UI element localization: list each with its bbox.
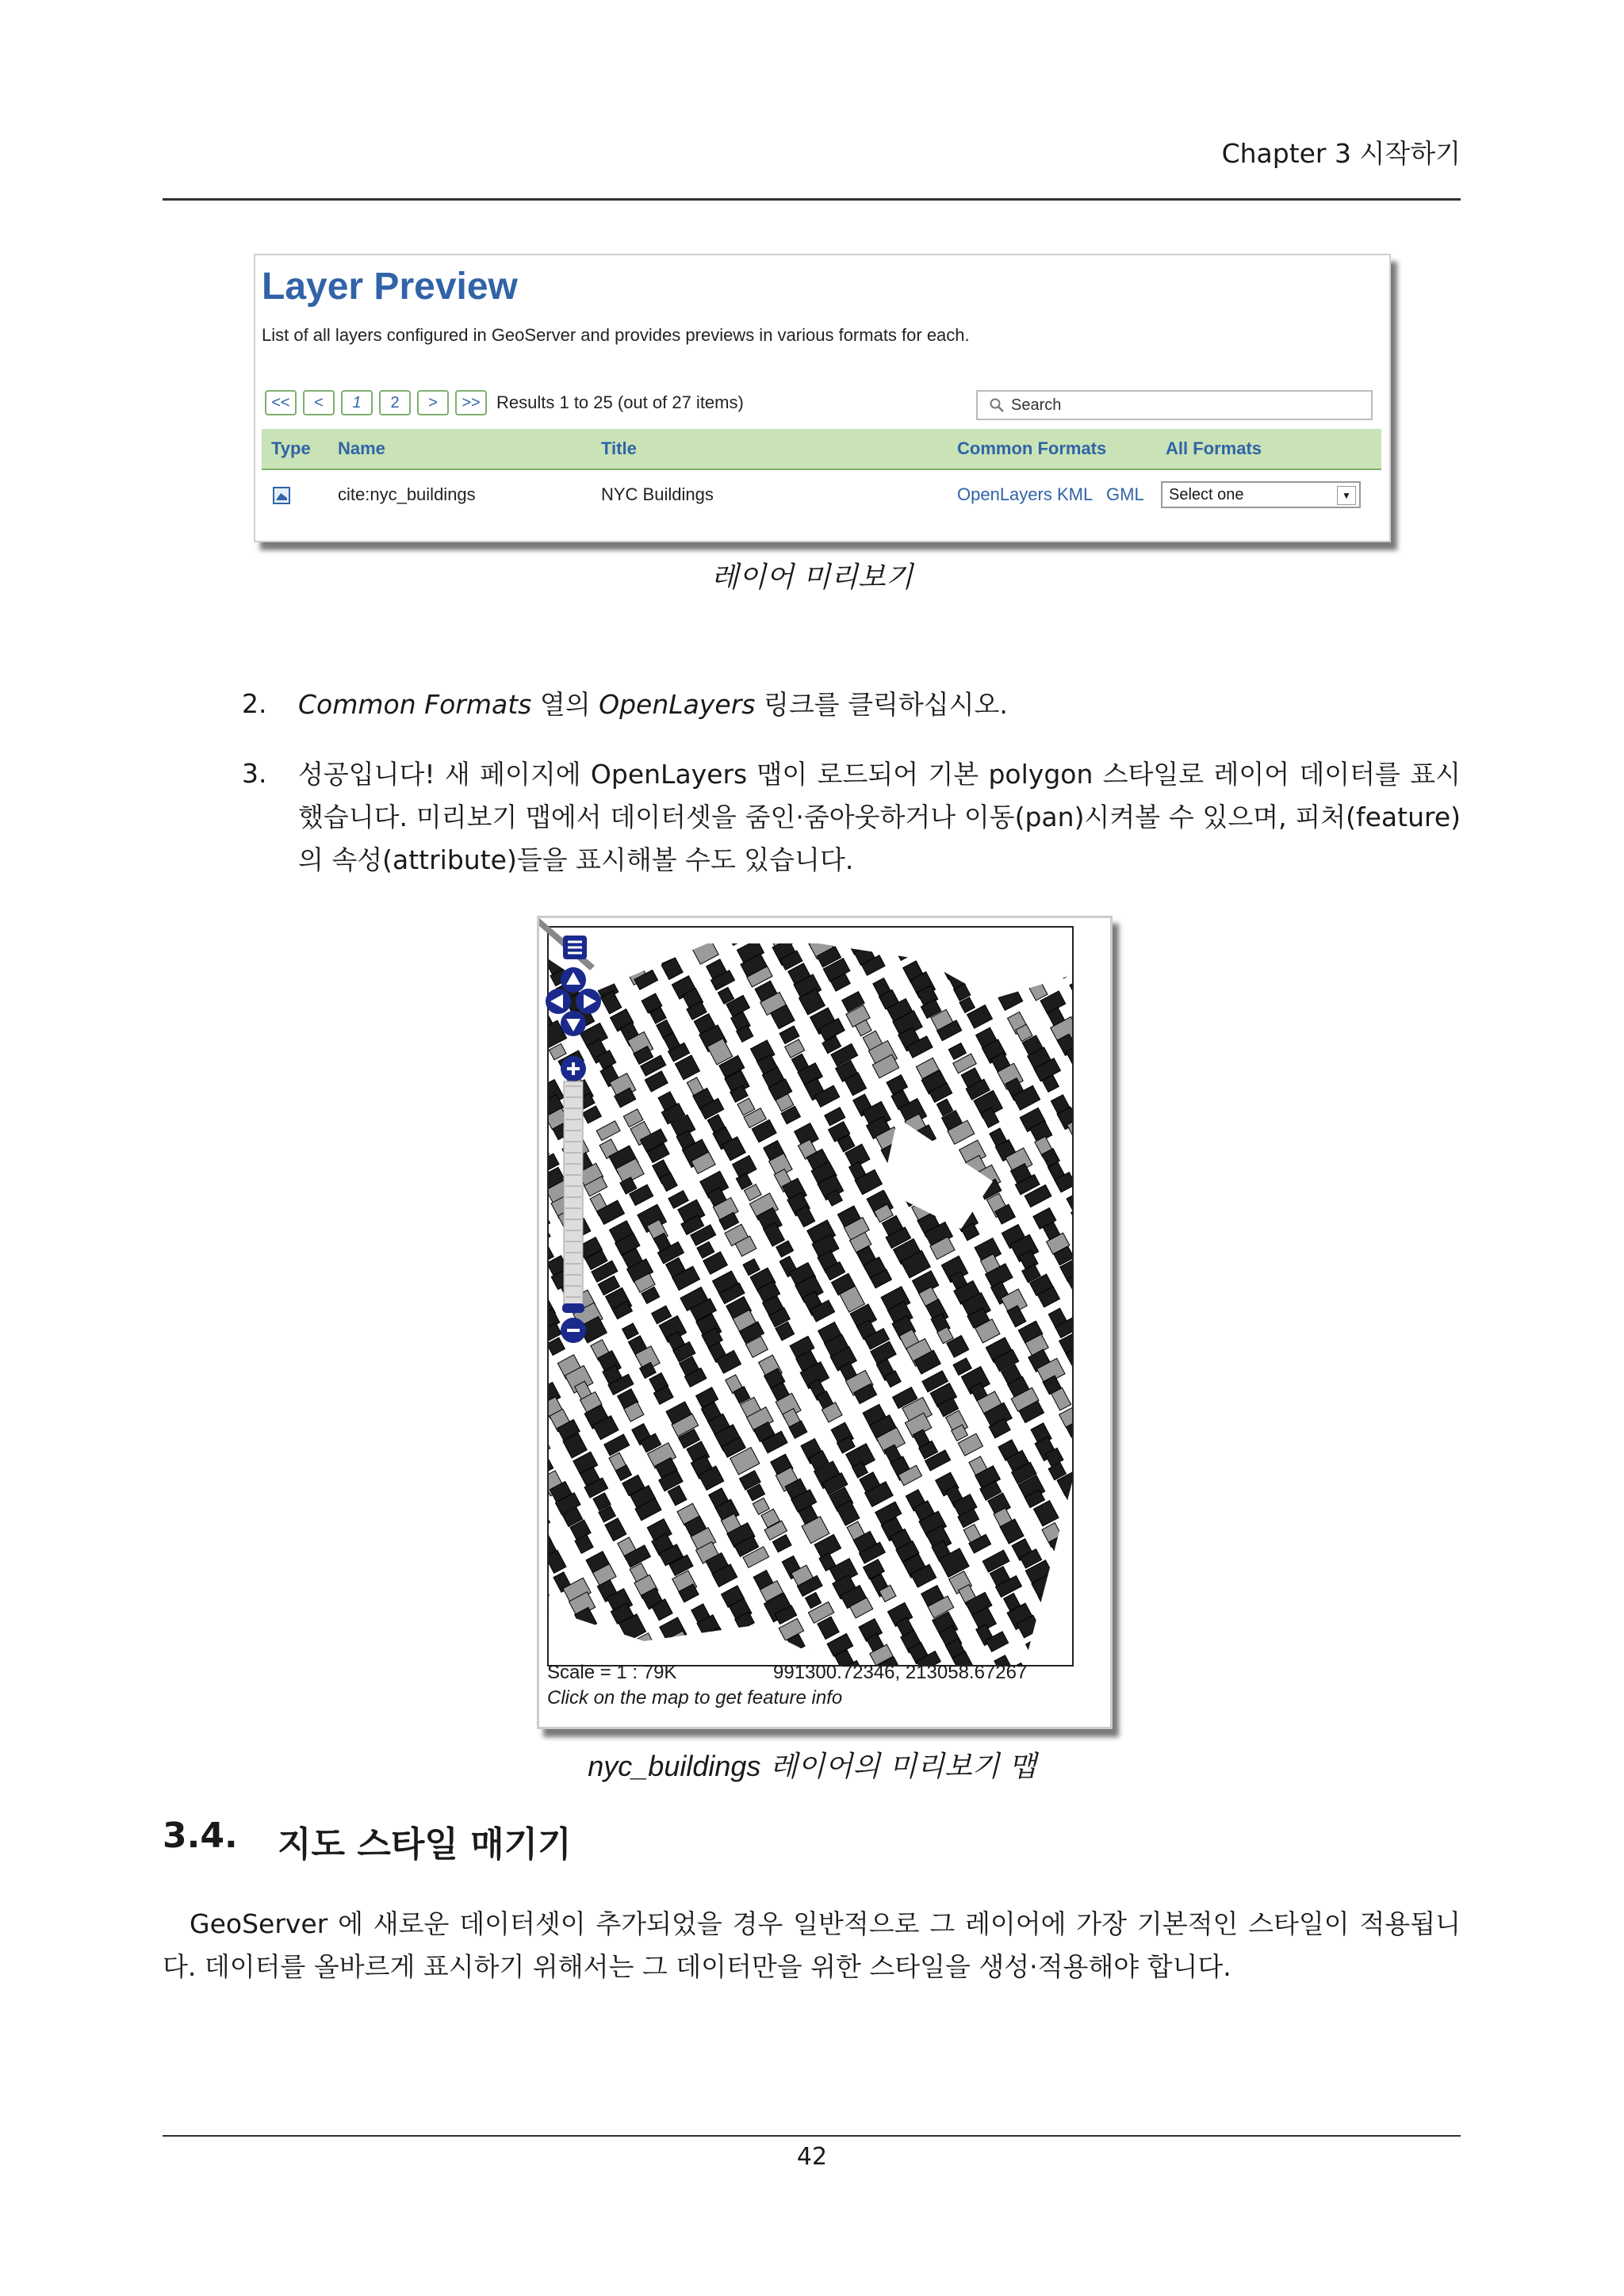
first-page-button[interactable]: << (265, 390, 297, 415)
map-coordinates: 991300.72346, 213058.67267 (773, 1662, 1028, 1683)
building (1070, 979, 1072, 1001)
running-header: Chapter 3 시작하기 (1221, 138, 1461, 169)
open-area (882, 1118, 993, 1229)
search-icon (989, 397, 1005, 413)
results-count: Results 1 to 25 (out of 27 items) (496, 392, 744, 412)
building (549, 1436, 550, 1459)
openlayers-link[interactable]: OpenLayers (957, 484, 1052, 504)
map-scale: Scale = 1 : 79K (547, 1662, 677, 1683)
col-all-formats: All Formats (1166, 438, 1262, 458)
building (668, 1486, 687, 1506)
col-common-formats: Common Formats (957, 438, 1107, 458)
all-formats-select[interactable] (1161, 481, 1361, 508)
step-2-text: Common Formats 열의 OpenLayers 링크를 클릭하십시오. (298, 689, 1008, 720)
figure-caption-map: nyc_buildings 레이어의 미리보기 맵 (588, 1750, 1036, 1783)
gml-link[interactable]: GML (1106, 484, 1144, 504)
zoom-slider-handle (562, 1303, 584, 1313)
chevron-down-icon: ▼ (1337, 486, 1356, 505)
layer-preview-description: List of all layers configured in GeoServer and provides previews in various formats for each. (262, 325, 970, 345)
step-3-number: 3. (242, 758, 267, 789)
search-placeholder: Search (1011, 396, 1062, 414)
section-number: 3.4. (163, 1816, 238, 1856)
pager (265, 390, 744, 415)
section-title: 지도 스타일 매기기 (278, 1824, 572, 1865)
map-canvas[interactable] (547, 926, 1074, 1667)
building-footprints (549, 928, 1072, 1665)
building (549, 1550, 566, 1573)
step-2-number: 2. (242, 688, 267, 719)
header-rule (163, 198, 1461, 201)
footer-rule (163, 2135, 1461, 2137)
building (604, 1434, 630, 1456)
col-type[interactable]: Type (271, 438, 311, 458)
page-number: 42 (796, 2143, 828, 2171)
next-page-button[interactable]: > (417, 390, 449, 415)
layer-preview-title: Layer Preview (262, 266, 518, 308)
step-3-text: 성공입니다! 새 페이지에 OpenLayers 맵이 로드되어 기본 polygon 스타일로 레이어 데이터를 표시했습니다. 미리보기 맵에서 데이터셋을 줌인·줌아웃하거나 이동(pan)시켜볼 수 있으며, 피처(feature)의 속성(attribute)들을 표시해볼 수도 있습니다. (298, 759, 1461, 875)
kml-link[interactable]: KML (1057, 484, 1094, 504)
building (948, 1043, 966, 1059)
building (805, 1593, 821, 1609)
all-formats-value: Select one (1169, 486, 1244, 503)
table-header (262, 429, 1381, 469)
col-name[interactable]: Name (338, 438, 385, 458)
col-title[interactable]: Title (601, 438, 637, 458)
polygon-type-icon (273, 469, 290, 521)
figure-caption-layer-preview: 레이어 미리보기 (710, 561, 914, 594)
section-body: GeoServer 에 새로운 데이터셋이 추가되었을 경우 일반적으로 그 레이어에 가장 기본적인 스타일이 적용됩니다. 데이터를 올바르게 표시하기 위해서는 그 데이터만을 위한 스타일을 생성·적용해야 합니다. (163, 1908, 1461, 1982)
prev-page-button[interactable]: < (303, 390, 335, 415)
last-page-button[interactable]: >> (455, 390, 487, 415)
zoom-slider-track (564, 1081, 583, 1311)
layer-name: cite:nyc_buildings (338, 484, 476, 504)
map-preview-screenshot (537, 916, 1113, 1729)
layer-preview-screenshot (254, 254, 1391, 542)
building (1067, 1193, 1072, 1214)
page-1-button[interactable]: 1 (341, 390, 373, 415)
map-hint: Click on the map to get feature info (547, 1687, 843, 1709)
map-nav-controls (539, 918, 603, 1362)
building (887, 1075, 907, 1095)
layer-title: NYC Buildings (601, 484, 714, 504)
search-input[interactable] (976, 390, 1373, 420)
building (549, 1510, 550, 1533)
building (1033, 1501, 1059, 1526)
building (549, 1451, 553, 1475)
building (982, 1550, 1009, 1572)
page-2-button[interactable]: 2 (379, 390, 411, 415)
building (605, 1518, 626, 1541)
building (622, 1323, 639, 1339)
